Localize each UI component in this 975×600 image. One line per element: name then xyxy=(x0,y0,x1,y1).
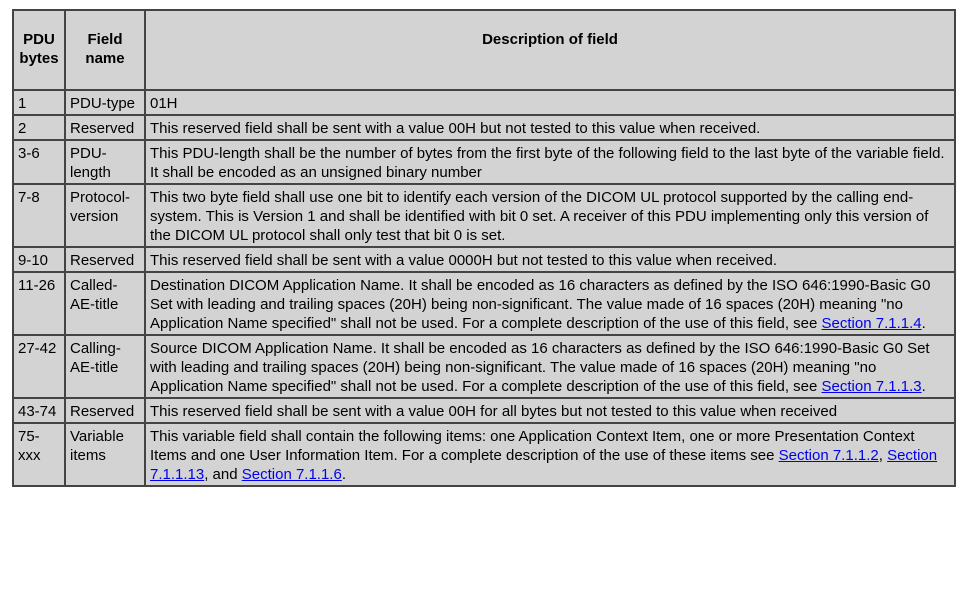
cell-description: This reserved field shall be sent with a value 00H for all bytes but not tested to this value when received xyxy=(145,398,955,423)
section-link[interactable]: Section 7.1.1.4 xyxy=(821,315,922,332)
table-row xyxy=(13,398,955,423)
cell-bytes: 75-xxx xyxy=(13,423,65,486)
cell-field-name: Reserved xyxy=(65,398,145,423)
section-link[interactable]: Section 7.1.1.2 xyxy=(778,447,879,464)
header-field-name: Field name xyxy=(65,10,145,90)
cell-description: This PDU-length shall be the number of bytes from the first byte of the following field to the last byte of the variable field. It shall be encoded as an unsigned binary number xyxy=(145,140,955,184)
cell-field-name: Reserved xyxy=(65,247,145,272)
cell-field-name: Calling-AE-title xyxy=(65,335,145,398)
link-separator: , xyxy=(878,447,888,464)
cell-bytes: 2 xyxy=(13,115,65,140)
cell-field-name: Reserved xyxy=(65,115,145,140)
link-separator: , and xyxy=(204,466,242,483)
cell-description xyxy=(145,272,955,335)
cell-field-name: Protocol-version xyxy=(65,184,145,247)
pdu-field-table xyxy=(12,9,956,487)
table-row xyxy=(13,140,955,184)
cell-bytes: 11-26 xyxy=(13,272,65,335)
cell-field-name: Called-AE-title xyxy=(65,272,145,335)
section-link[interactable]: Section 7.1.1.13 xyxy=(150,447,938,483)
description-tail: . xyxy=(921,378,926,395)
description-tail: . xyxy=(921,315,926,332)
table-row xyxy=(13,115,955,140)
cell-description: This reserved field shall be sent with a value 00H but not tested to this value when received. xyxy=(145,115,955,140)
description-text: This variable field shall contain the following items: one Application Context Item, one or more Presentation Context Items and one User Information Item. For a complete description of the use of these items see xyxy=(150,428,915,464)
cell-field-name: PDU-length xyxy=(65,140,145,184)
cell-description: This two byte field shall use one bit to identify each version of the DICOM UL protocol supported by the calling end-system. This is Version 1 and shall be identified with bit 0 set. A receiver of this PDU implementing only this version of the DICOM UL protocol shall only test that bit 0 is set. xyxy=(145,184,955,247)
table-header-row xyxy=(13,10,955,90)
section-link[interactable]: Section 7.1.1.3 xyxy=(821,378,922,395)
cell-bytes: 9-10 xyxy=(13,247,65,272)
link-separator: . xyxy=(341,466,346,483)
table-row xyxy=(13,423,955,486)
section-link[interactable]: Section 7.1.1.6 xyxy=(241,466,342,483)
header-pdu-bytes: PDU bytes xyxy=(13,10,65,90)
cell-description xyxy=(145,335,955,398)
header-description: Description of field xyxy=(145,10,955,90)
cell-bytes: 1 xyxy=(13,90,65,115)
description-text: Destination DICOM Application Name. It shall be encoded as 16 characters as defined by the ISO 646:1990-Basic G0 Set with leading and trailing spaces (20H) being non-significant. The value made of 16 spaces (20H) meaning "no Application Name specified" shall not be used. For a complete description of the use of this field, see xyxy=(150,277,931,332)
table-row xyxy=(13,272,955,335)
description-text: Source DICOM Application Name. It shall be encoded as 16 characters as defined by the ISO 646:1990-Basic G0 Set with leading and trailing spaces (20H) being non-significant. The value made of 16 spaces (20H) meaning "no Application Name specified" shall not be used. For a complete description of the use of this field, see xyxy=(150,340,930,395)
table-row xyxy=(13,184,955,247)
table-row xyxy=(13,335,955,398)
cell-description: 01H xyxy=(145,90,955,115)
cell-description: This reserved field shall be sent with a value 0000H but not tested to this value when received. xyxy=(145,247,955,272)
table-row xyxy=(13,247,955,272)
cell-bytes: 27-42 xyxy=(13,335,65,398)
cell-bytes: 7-8 xyxy=(13,184,65,247)
cell-description xyxy=(145,423,955,486)
cell-bytes: 43-74 xyxy=(13,398,65,423)
cell-field-name: Variable items xyxy=(65,423,145,486)
cell-bytes: 3-6 xyxy=(13,140,65,184)
table-row xyxy=(13,90,955,115)
cell-field-name: PDU-type xyxy=(65,90,145,115)
